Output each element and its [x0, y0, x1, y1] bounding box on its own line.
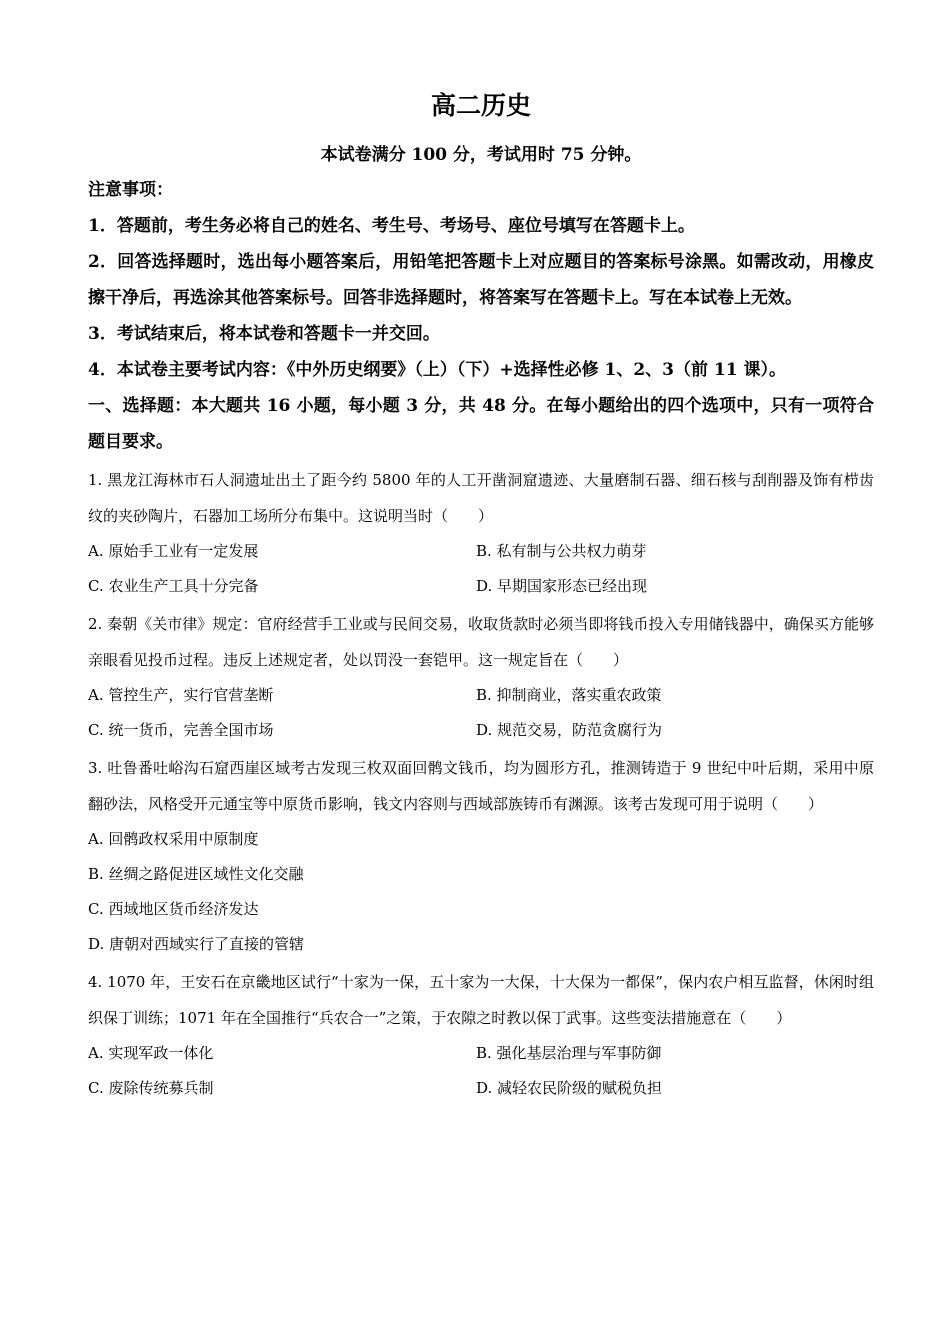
question-stem: 4. 1070 年，王安石在京畿地区试行“十家为一保，五十家为一大保，十大保为一都保”，保内农户相互监督，休闲时组织保丁训练；1071 年在全国推行“兵农合一”之策，于农隙之时教以保丁武事。这些变法措施意在（ ） — [88, 973, 874, 1027]
notice-item-1: 1．答题前，考生务必将自己的姓名、考生号、考场号、座位号填写在答题卡上。 — [88, 216, 695, 236]
option-a: A. 回鹘政权采用中原制度 — [88, 830, 259, 848]
options-row — [88, 678, 874, 713]
option-c: C. 农业生产工具十分完备 — [88, 577, 259, 595]
notice-heading: 注意事项： — [88, 180, 173, 200]
option-d: D. 唐朝对西域实行了直接的管辖 — [88, 935, 305, 953]
question-3 — [88, 750, 874, 962]
options-row — [88, 1071, 874, 1106]
options-row — [88, 1036, 874, 1071]
option-b: B. 私有制与公共权力萌芽 — [476, 542, 647, 560]
question-1 — [88, 462, 874, 604]
option-c: C. 统一货币，完善全国市场 — [88, 721, 274, 739]
page-title: 高二历史 — [430, 91, 531, 120]
options-row — [88, 713, 874, 748]
notice-block — [88, 172, 874, 388]
option-c: C. 废除传统募兵制 — [88, 1079, 214, 1097]
option-c: C. 西域地区货币经济发达 — [88, 900, 259, 918]
option-b: B. 抑制商业，落实重农政策 — [476, 686, 662, 704]
option-d: D. 早期国家形态已经出现 — [476, 577, 648, 595]
option-d: D. 减轻农民阶级的赋税负担 — [476, 1079, 663, 1097]
question-4 — [88, 964, 874, 1106]
question-stem: 3. 吐鲁番吐峪沟石窟西崖区域考古发现三枚双面回鹘文钱币，均为圆形方孔，推测铸造于 9 世纪中叶后期，采用中原翻砂法，风格受开元通宝等中原货币影响，钱文内容则与西域部族铸币有渊源。该考古发现可用于说明（ ） — [88, 759, 874, 813]
options-row — [88, 569, 874, 604]
exam-page — [88, 86, 874, 1106]
notice-item-2: 2．回答选择题时，选出每小题答案后，用铅笔把答题卡上对应题目的答案标号涂黑。如需改动，用橡皮擦干净后，再选涂其他答案标号。回答非选择题时，将答案写在答题卡上。写在本试卷上无效。 — [88, 252, 874, 308]
option-a: A. 管控生产，实行官营垄断 — [88, 686, 274, 704]
options-row — [88, 534, 874, 569]
option-a: A. 原始手工业有一定发展 — [88, 542, 259, 560]
notice-item-4: 4．本试卷主要考试内容：《中外历史纲要》（上）（下）+选择性必修 1、2、3（前 11 课）。 — [88, 360, 786, 380]
option-b: B. 丝绸之路促进区域性文化交融 — [88, 865, 304, 883]
question-2 — [88, 606, 874, 748]
option-a: A. 实现军政一体化 — [88, 1044, 214, 1062]
notice-item-3: 3．考试结束后，将本试卷和答题卡一并交回。 — [88, 324, 440, 344]
option-b: B. 强化基层治理与军事防御 — [476, 1044, 662, 1062]
question-stem: 2. 秦朝《关市律》规定：官府经营手工业或与民间交易，收取货款时必须当即将钱币投入专用储钱器中，确保买方能够亲眼看见投币过程。违反上述规定者，处以罚没一套铠甲。这一规定旨在（ ） — [88, 615, 874, 669]
question-stem: 1. 黑龙江海林市石人洞遗址出土了距今约 5800 年的人工开凿洞窟遗迹、大量磨制石器、细石核与刮削器及饰有栉齿纹的夹砂陶片，石器加工场所分布集中。这说明当时（ ） — [88, 471, 874, 525]
section-heading: 一、选择题：本大题共 16 小题，每小题 3 分，共 48 分。在每小题给出的四个选项中，只有一项符合题目要求。 — [88, 396, 874, 452]
exam-info: 本试卷满分 100 分，考试用时 75 分钟。 — [320, 145, 642, 165]
option-d: D. 规范交易，防范贪腐行为 — [476, 721, 663, 739]
